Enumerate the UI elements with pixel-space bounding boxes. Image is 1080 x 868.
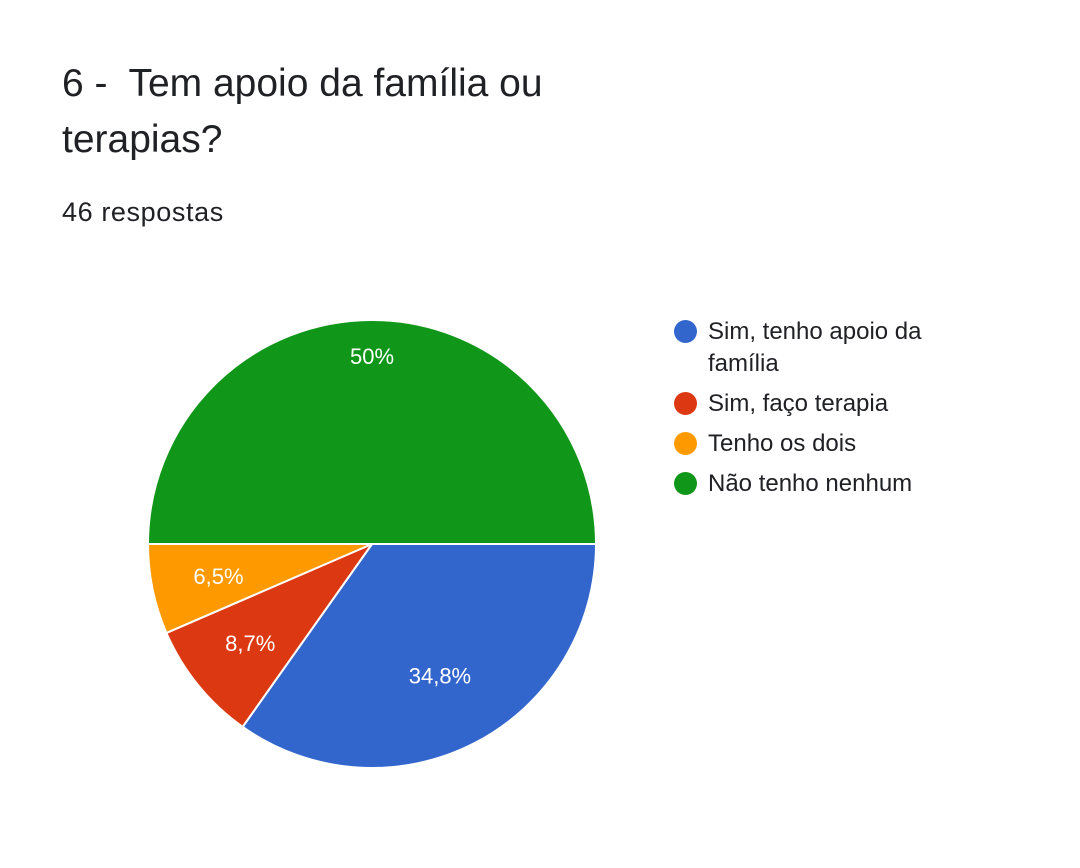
pie-slice-label-3: 6,5%: [193, 563, 244, 589]
legend-item-1[interactable]: [674, 316, 974, 380]
legend-swatch-3: [674, 432, 697, 455]
legend-swatch-1: [674, 320, 697, 343]
legend-label-1: Sim, tenho apoio da família: [708, 318, 922, 377]
legend-label-3: Tenho os dois: [708, 430, 857, 457]
response-count: 46 respostas: [62, 197, 224, 227]
pie-slice-label-1: 34,8%: [408, 663, 472, 689]
question-title: 6 - Tem apoio da família ou terapias?: [62, 62, 554, 161]
legend-swatch-4: [674, 472, 697, 495]
pie-slice-label-4: 50%: [349, 343, 395, 369]
legend-item-2[interactable]: [674, 388, 974, 420]
legend-item-4[interactable]: [674, 468, 974, 500]
legend-label-2: Sim, faço terapia: [708, 390, 889, 417]
legend-item-3[interactable]: [674, 428, 974, 460]
pie-slice-label-2: 8,7%: [225, 630, 276, 656]
legend-label-4: Não tenho nenhum: [708, 470, 913, 497]
legend-swatch-2: [674, 392, 697, 415]
chart-legend: [674, 316, 974, 508]
